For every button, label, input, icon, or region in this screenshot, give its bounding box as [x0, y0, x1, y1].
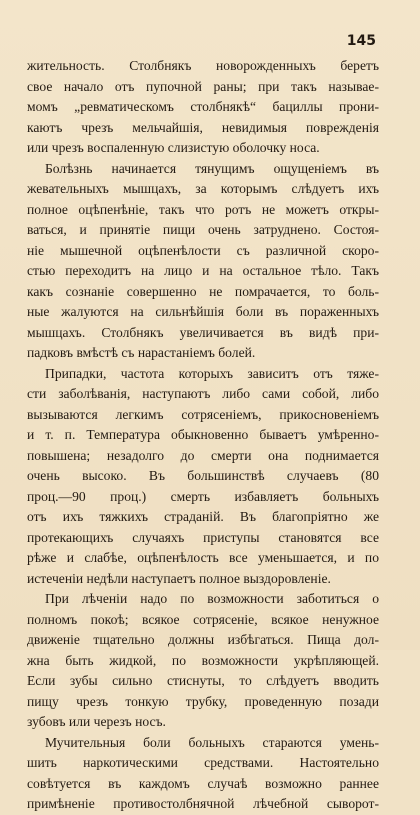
paragraph — [27, 159, 379, 364]
text-line: каютъ чрезъ мельчайшія, невидимыя поврежденія — [27, 119, 379, 135]
text-line: полное оцѣпенѣніе, такъ что ротъ не можетъ откры- — [27, 201, 379, 217]
text-line: жна быть жидкой, по возможности укрѣпляющей. — [27, 652, 379, 668]
text-line: мышцахъ. Столбнякъ увеличивается въ видѣ при- — [27, 324, 379, 340]
text-line: какъ сознаніе совершенно не помрачается, то боль- — [27, 283, 379, 299]
text-line: шить наркотическими средствами. Настоятельно — [27, 755, 379, 770]
text-line: очень высоко. Въ большинствѣ случаевъ (80 — [27, 468, 379, 483]
text-line: момъ „ревматическомъ столбнякѣ“ бациллы прони- — [27, 99, 379, 114]
text-line: истеченіи недѣли наступаетъ полное выздоровленіе. — [27, 570, 331, 586]
text-line: отъ ихъ тяжкихъ страданій. Въ благопріятно же — [27, 509, 379, 524]
text-line: движеніе тщательно должны избѣгаться. Пища дол- — [27, 632, 379, 647]
text-line: полномъ покоѣ; всякое сотрясеніе, всякое ненужное — [27, 611, 379, 627]
paragraph — [27, 733, 379, 815]
text-line: или чрезъ воспаленную слизистую оболочку носа. — [27, 140, 320, 155]
text-line: стью переходитъ на лицо и на остальное тѣло. Такъ — [27, 263, 379, 278]
text-line: Припадки, частота которыхъ зависитъ отъ тяже- — [45, 365, 379, 381]
text-line: падковъ вмѣстѣ съ нарастаніемъ болей. — [27, 345, 256, 360]
text-line: совѣтуется въ каждомъ случаѣ возможно раннее — [27, 775, 379, 791]
text-line: свое начало отъ пупочной раны; при такъ называе- — [27, 78, 379, 94]
paragraph — [27, 56, 379, 159]
text-line: ніе мышечной оцѣпенѣлости съ различной скоро- — [27, 242, 379, 258]
text-line: жевательныхъ мышцахъ, за которымъ слѣдуетъ ихъ — [27, 181, 379, 196]
text-line: рѣже и слабѣе, оцѣпенѣлость все уменьшается, и по — [27, 550, 379, 565]
text-line: примѣненіе противостолбнячной лѣчебной сыворот- — [27, 796, 379, 811]
text-line: проц.—90 проц.) смерть избавляетъ больныхъ — [27, 488, 379, 504]
page-number: 145 — [346, 33, 376, 49]
text-line: ваться, и принятіе пищи очень затруднено. Состоя- — [27, 222, 379, 237]
text-line: вызываются легкимъ сотрясеніемъ, прикосновеніемъ — [27, 406, 379, 422]
text-line: пищу чрезъ тонкую трубку, проведенную позади — [27, 693, 379, 709]
text-line: зубовъ или черезъ носъ. — [27, 714, 166, 729]
text-line: ные жалуются на сильнѣйшія боли въ пораженныхъ — [27, 304, 379, 319]
text-line: При лѣченіи надо по возможности заботиться о — [45, 591, 379, 606]
text-line: жительность. Столбнякъ новорожденныхъ беретъ — [27, 58, 379, 73]
text-line: протекающихъ случаяхъ приступы становятся все — [27, 529, 379, 545]
paragraph — [27, 589, 379, 733]
text-line: повышена; незадолго до смерти она поднимается — [27, 447, 379, 463]
text-line: и т. п. Температура обыкновенно бываетъ умѣренно- — [27, 427, 379, 442]
text-line: сти заболѣванія, наступаютъ либо сами собой, либо — [27, 386, 379, 401]
text-line: Болѣзнь начинается тянущимъ ощущеніемъ въ — [45, 160, 379, 176]
body-text — [27, 56, 379, 815]
paragraph — [27, 364, 379, 590]
text-line: Мучительныя боли больныхъ стараются умень- — [45, 734, 379, 750]
text-line: Если зубы сильно стиснуты, то слѣдуетъ вводить — [27, 673, 379, 688]
